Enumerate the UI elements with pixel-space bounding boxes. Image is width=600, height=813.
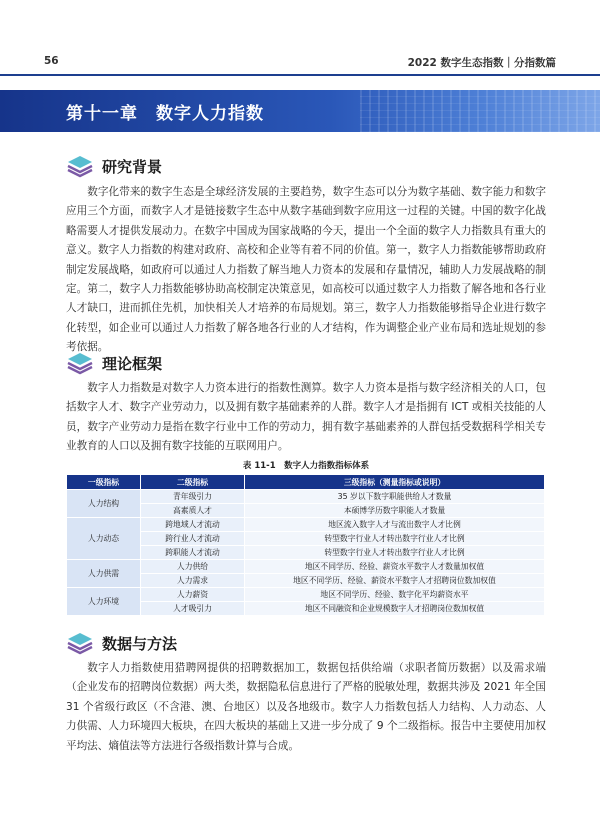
table-row — [67, 560, 545, 574]
level3-cell: 地区流入数字人才与流出数字人才比例 — [245, 518, 545, 532]
level2-cell: 人力需求 — [141, 574, 245, 588]
stacked-layers-icon — [66, 351, 94, 375]
level2-cell: 人力供给 — [141, 560, 245, 574]
level2-cell: 青年级引力 — [141, 490, 245, 504]
level3-cell: 35 岁以下数字职能供给人才数量 — [245, 490, 545, 504]
framework-paragraph: 数字人力指数是对数字人力资本进行的指数性测算。数字人力资本是指与数字经济相关的人口，包括数字人才、数字产业劳动力，以及拥有数字基础素养的人群。数字人才是指拥有 ICT 或相关技能的人员，数字产业劳动力是指在数字行业中工作的劳动力，拥有数字基础素养的人群包括受数据科学相关专业教育的人口以及拥有数字技能的互联网用户。 — [66, 382, 546, 453]
level3-cell: 地区不同学历、经验、薪资水平数字人才数量加权值 — [245, 560, 545, 574]
table-header-cell: 二级指标 — [141, 475, 245, 490]
level2-cell: 人力薪资 — [141, 588, 245, 602]
section-heading-background — [66, 154, 162, 178]
banner-decoration — [360, 90, 600, 132]
chapter-title: 数字人力指数 — [156, 104, 264, 124]
level1-cell: 人力环境 — [67, 588, 141, 616]
section-title-background: 研究背景 — [102, 157, 163, 176]
level3-cell: 本硕博学历数字职能人才数量 — [245, 504, 545, 518]
level2-cell: 高素质人才 — [141, 504, 245, 518]
running-header: 2022 数字生态指数｜分指数篇 — [407, 57, 556, 69]
level2-cell: 跨行业人才流动 — [141, 532, 245, 546]
background-paragraph: 数字化带来的数字生态是全球经济发展的主要趋势，数字生态可以分为数字基础、数字能力和数字应用三个方面，而数字人才是链接数字生态中从数字基础到数字应用这一过程的关键。中国的数字化战略需要人才提供发展动力。在数字中国成为国家战略的今天，提出一个全面的数字人力指数具有重大的意义。数字人力指数的构建对政府、高校和企业等有着不同的价值。第一，数字人力指数能够帮助政府制定发展战略，如政府可以通过人力指数了解当地人力资本的发展和存量情况，辅助人力发展战略的制定。第二，数字人力指数能够协助高校制定决策意见，如高校可以通过数字人力指数了解各地和各行业人才缺口，进而抓住先机，加快相关人才培养的布局规划。第三，数字人力指数能够指导企业进行数字化转型，如企业可以通过人力指数了解各地各行业的人才结构，作为调整企业产业布局和选址规划的参考依据。 — [66, 186, 546, 354]
table-caption: 表 11-1 数字人力指数指标体系 — [242, 461, 370, 471]
methods-paragraph: 数字人力指数使用猎聘网提供的招聘数据加工，数据包括供给端（求职者简历数据）以及需求端（企业发布的招聘岗位数据）两大类，数据隐私信息进行了严格的脱敏处理，数据共涉及 2021 年全国 31 个省级行政区（不含港、澳、台地区）以及各地级市。数字人力指数包括人力结构、人力动态、人力供需、人力环境四大板块，在四大板块的基础上又进一步分成了 9 个二级指标。报告中主要使用加权平均法、熵值法等方法进行各级指数计算与合成。 — [66, 662, 546, 752]
chapter-banner — [0, 90, 600, 132]
level1-cell: 人力供需 — [67, 560, 141, 588]
table-header-cell: 三级指标（测量指标或说明） — [245, 475, 545, 490]
section-heading-framework — [66, 351, 162, 375]
chapter-number: 第十一章 — [66, 104, 138, 124]
level1-cell: 人力结构 — [67, 490, 141, 518]
level3-cell: 转型数字行业人才转出数字行业人才比例 — [245, 546, 545, 560]
stacked-layers-icon — [66, 631, 94, 655]
section-title-framework: 理论框架 — [102, 354, 163, 373]
indicator-table — [66, 474, 545, 616]
header-rule — [0, 74, 600, 76]
level3-cell: 地区不同学历、经验、数字化平均薪资水平 — [245, 588, 545, 602]
section-title-methods: 数据与方法 — [102, 634, 178, 653]
table-row — [67, 518, 545, 532]
section-heading-methods — [66, 631, 177, 655]
level1-cell: 人力动态 — [67, 518, 141, 560]
table-header-row — [67, 475, 545, 490]
stacked-layers-icon — [66, 154, 94, 178]
indicator-table-wrap — [66, 474, 545, 616]
table-header-cell: 一级指标 — [67, 475, 141, 490]
level2-cell: 人才吸引力 — [141, 602, 245, 616]
level3-cell: 转型数字行业人才转出数字行业人才比例 — [245, 532, 545, 546]
level2-cell: 跨地域人才流动 — [141, 518, 245, 532]
level3-cell: 地区不同学历、经验、薪资水平数字人才招聘岗位数加权值 — [245, 574, 545, 588]
table-row — [67, 588, 545, 602]
level3-cell: 地区不同融资和企业规模数字人才招聘岗位数加权值 — [245, 602, 545, 616]
page-number: 56 — [44, 55, 59, 67]
table-row — [67, 490, 545, 504]
level2-cell: 跨职能人才流动 — [141, 546, 245, 560]
